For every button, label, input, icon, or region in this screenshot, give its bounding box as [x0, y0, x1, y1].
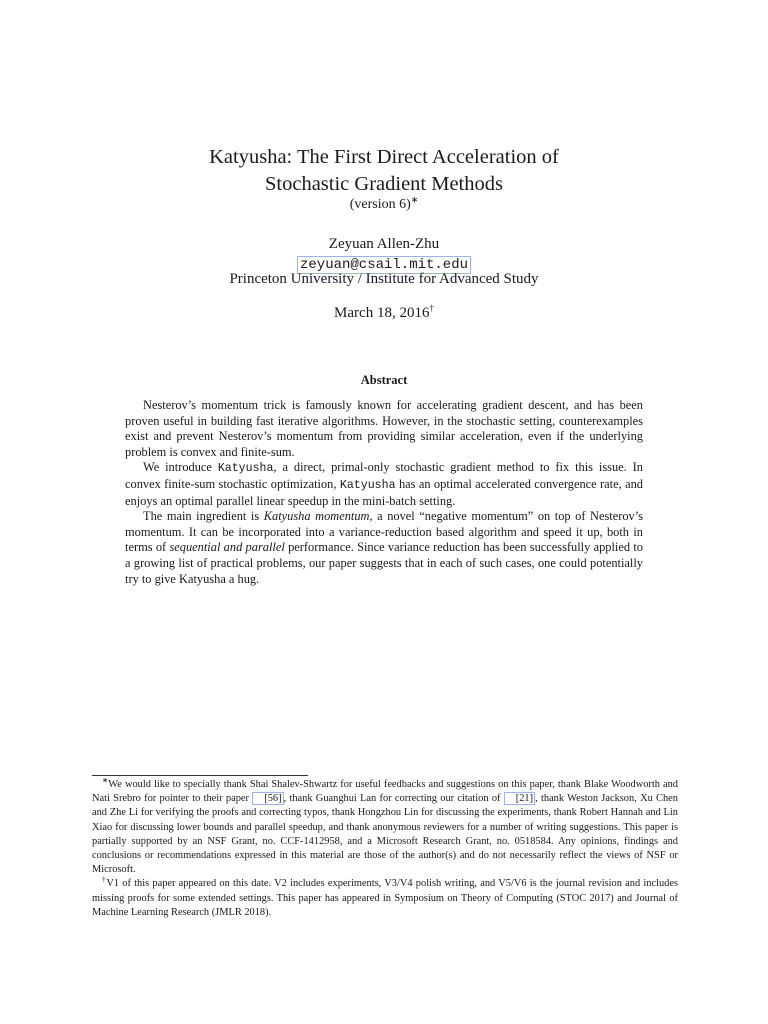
- footnote-1-mark: ∗: [102, 775, 109, 785]
- footnote-1-text-c: , thank Weston Jackson, Xu Chen and Zhe Li for verifying the proofs and correcting typos, thank Hongzhou Lin for discussing the experiments, thank Robert Hannah and Lin Xiao for discussing lower bounds and parallel speedup, and thank anonymous reviewers for a number of writing suggestions. This paper is partially supported by an NSF Grant, no. CCF-1412958, and a Microsoft Research Grant, no. 0518584. Any opinions, findings and conclusions or recommendations expressed in this material are those of the author(s) and do not necessarily reflect the views of NSF or Microsoft.: [92, 793, 678, 876]
- footnote-rule: [92, 775, 308, 776]
- version-note: [0, 194, 768, 213]
- abstract-p3-text-b: , a novel “negative momentum” on top of Nesterov’s momentum. It can be incorporated into a variance-reduction based algorithm and speed it up, both in terms of: [125, 509, 644, 555]
- author-name: Zeyuan Allen-Zhu: [328, 236, 440, 252]
- katyusha-momentum-term: Katyusha momentum: [263, 509, 370, 524]
- footnotes: [92, 775, 679, 920]
- abstract-paragraph-1: Nesterov’s momentum trick is famously known for accelerating gradient descent, and has been proven useful in building fast iterative algorithms. However, in the stochastic setting, counterexamples exist and prevent Nesterov’s momentum from providing similar acceleration, even if the underlying problem is convex and finite-sum.: [125, 398, 643, 459]
- author-email-link[interactable]: zeyuan@csail.mit.edu: [297, 256, 471, 274]
- date-text: March 18, 2016: [334, 305, 430, 321]
- abstract-paragraph-2: [125, 460, 643, 509]
- abstract-p2-text-b: , a direct, primal-only stochastic gradient method to fix this issue. In convex finite-sum stochastic optimization,: [125, 460, 643, 491]
- abstract-p3-text-c: performance. Since variance reduction has been successfully applied to a growing list of practical problems, our paper suggests that in each of such cases, one could potentially try to give Katyusha a hug.: [125, 540, 644, 586]
- abstract-body: [125, 398, 643, 587]
- author-affiliation: Princeton University / Institute for Advanced Study: [229, 271, 539, 287]
- abstract-paragraph-3: [125, 509, 643, 587]
- title-line-2: Stochastic Gradient Methods: [265, 173, 503, 195]
- date-footnote-mark[interactable]: †: [429, 303, 434, 313]
- abstract-p3-text-a: The main ingredient is: [143, 509, 264, 524]
- version-text: (version 6): [349, 197, 411, 212]
- footnote-1: [92, 775, 678, 877]
- paper-date: [0, 305, 768, 322]
- abstract-p2-text-c: has an optimal accelerated convergence rate, and enjoys an optimal parallel linear speedup in the mini-batch setting.: [125, 476, 643, 508]
- katyusha-code-1: Katyusha: [217, 462, 274, 476]
- title-line-1: Katyusha: The First Direct Acceleration of: [209, 146, 559, 168]
- katyusha-code-2: Katyusha: [339, 478, 396, 492]
- footnote-2-mark: †: [102, 874, 107, 884]
- paper-title: [0, 144, 768, 198]
- abstract-p2-text-a: We introduce: [143, 460, 218, 475]
- footnote-1-text-a: We would like to specially thank Shai Shalev-Shwartz for useful feedbacks and suggestions on this paper, thank Blake Woodworth and Nati Srebro for pointer to their paper: [92, 779, 678, 805]
- citation-link-21[interactable]: [21]: [504, 792, 535, 805]
- abstract-heading: Abstract: [360, 373, 408, 387]
- version-footnote-mark[interactable]: ∗: [410, 194, 419, 205]
- footnote-1-text-b: , thank Guanghui Lan for correcting our citation of: [283, 793, 504, 805]
- sequential-parallel-term: sequential and parallel: [169, 540, 285, 555]
- footnote-2-text: V1 of this paper appeared on this date. V2 includes experiments, V3/V4 polish writing, and V5/V6 is the journal revision and includes missing proofs for some extended settings. This paper has appeared in Symposium on Theory of Computing (STOC 2017) and Journal of Machine Learning Research (JMLR 2018).: [92, 878, 679, 918]
- citation-link-56[interactable]: [56]: [252, 792, 283, 805]
- footnote-2: [92, 874, 679, 920]
